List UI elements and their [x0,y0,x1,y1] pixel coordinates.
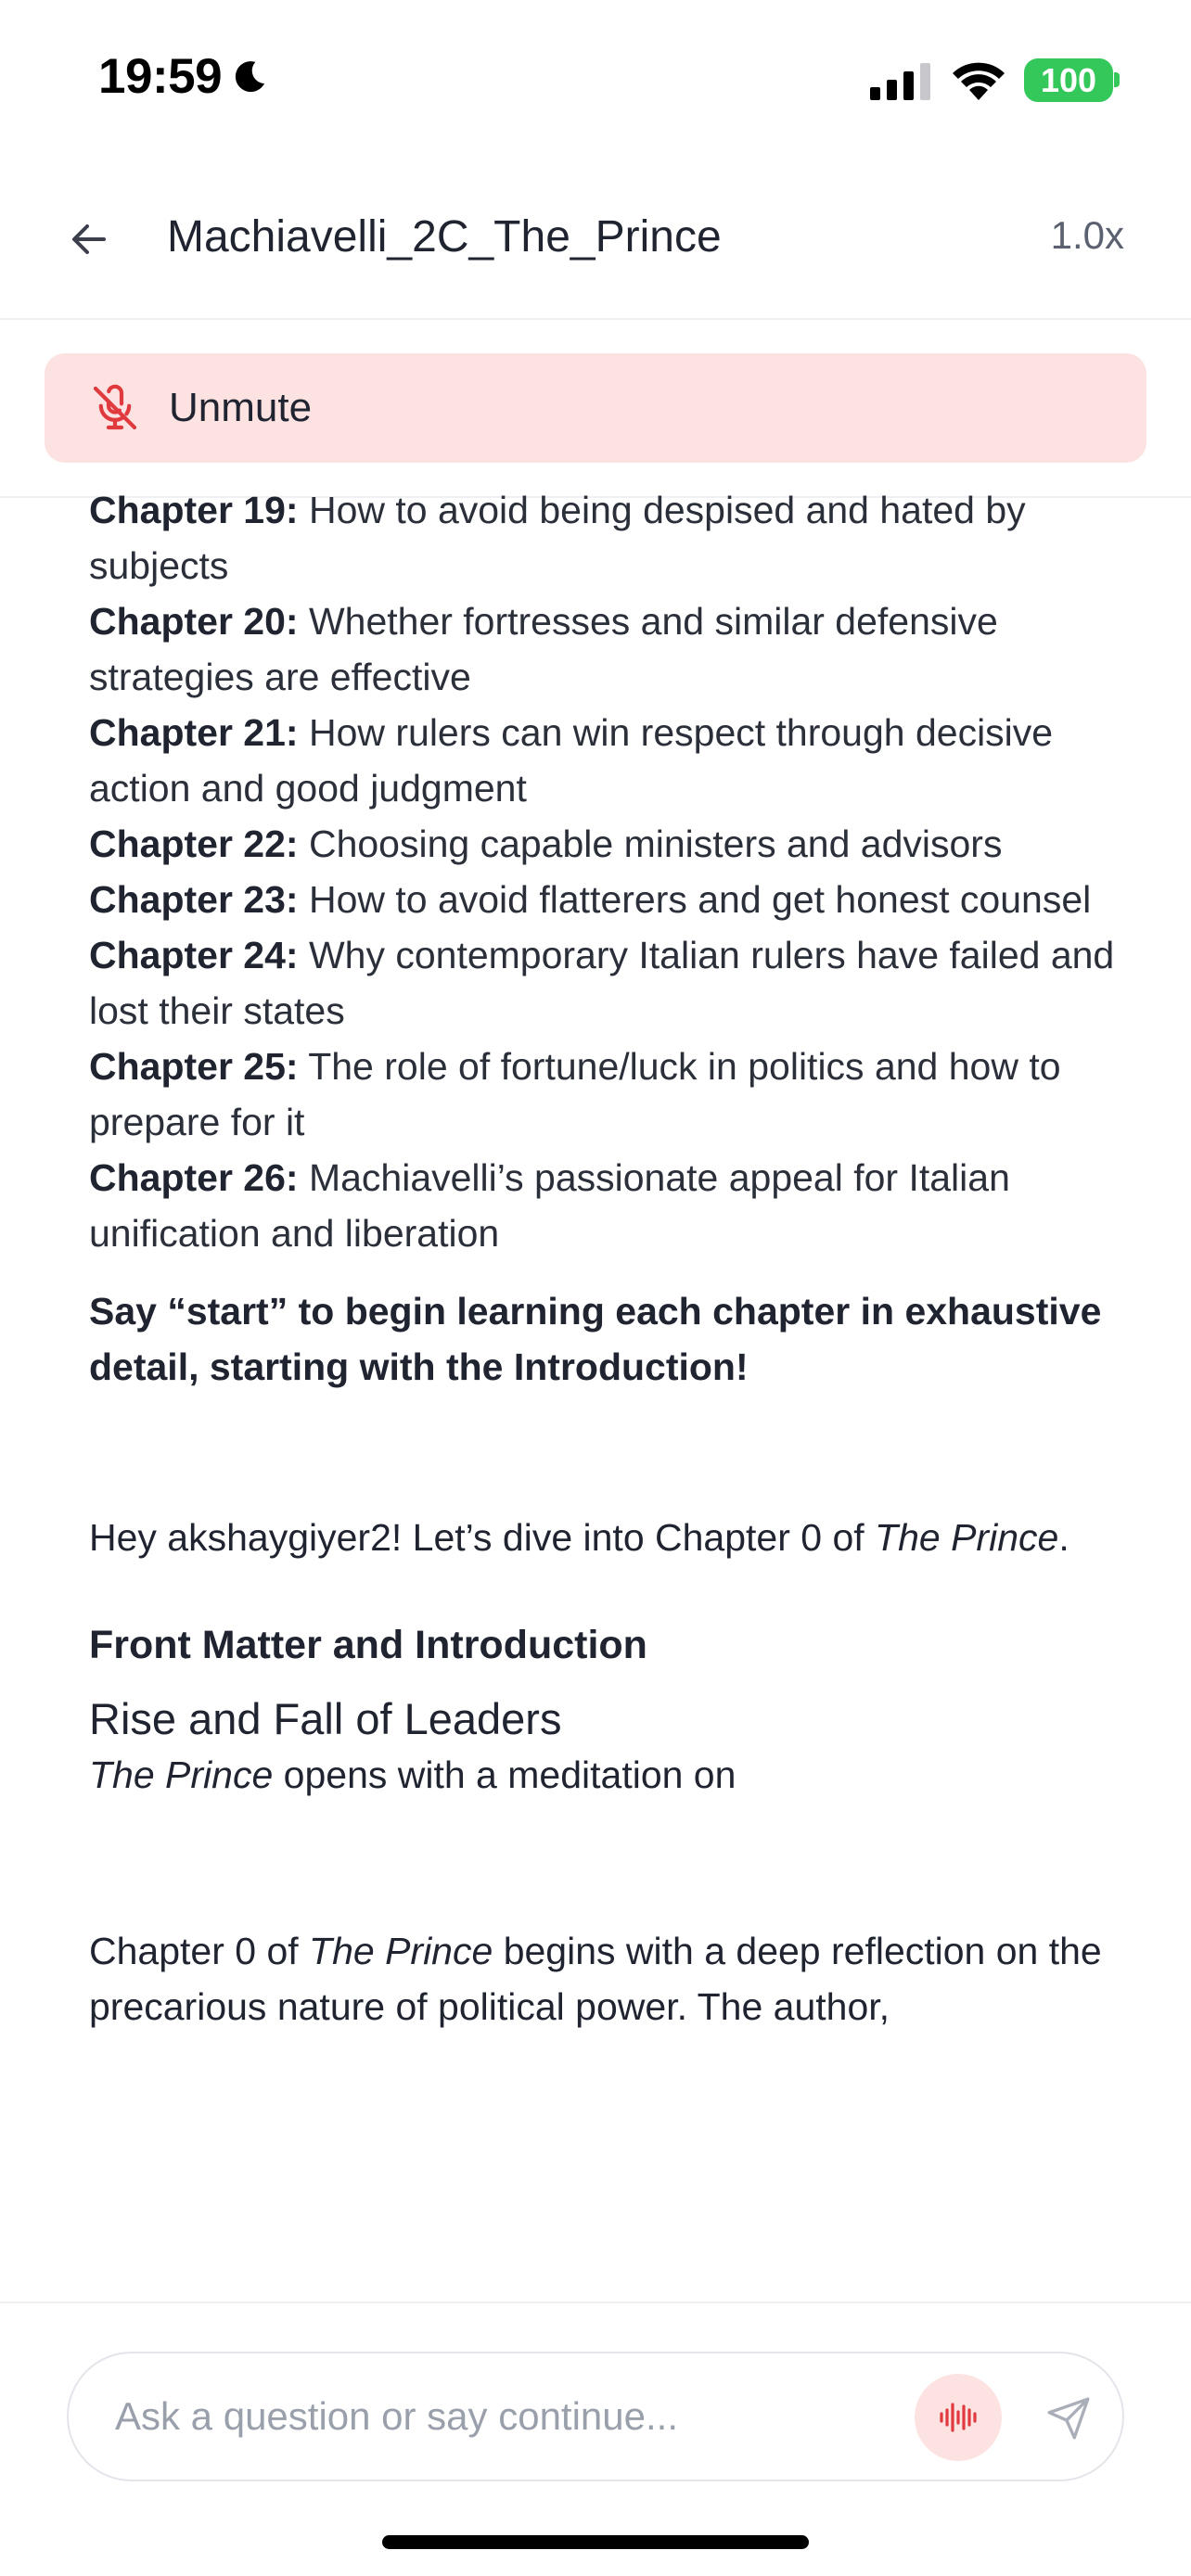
chapter-item [89,705,1119,816]
home-indicator[interactable] [382,2535,809,2549]
question-input[interactable] [115,2387,876,2446]
intro-text: opens with a meditation on [273,1753,736,1796]
chapter-item [89,1150,1119,1261]
status-bar [0,0,1191,158]
chapter-label: Chapter 26: [89,1156,299,1199]
voice-input-button[interactable] [915,2374,1002,2461]
send-button[interactable] [1031,2381,1106,2455]
unmute-button[interactable] [45,353,1146,463]
subheading: Rise and Fall of Leaders [89,1694,562,1743]
greeting-after: . [1058,1516,1069,1559]
chapter-item [89,816,1119,872]
audio-waveform-icon [936,2395,980,2440]
book-title: The Prince [309,1930,493,1972]
moon-icon [229,57,270,97]
battery-tip [1114,72,1120,87]
mic-off-icon [89,382,141,434]
chapter-text: How to avoid being despised and hated by subjects [89,489,1026,587]
chapter-text: How rulers can win respect through decisive action and good judgment [89,711,1054,810]
chapter-label: Chapter 25: [89,1045,299,1088]
send-icon [1045,2395,1092,2442]
section-heading: Front Matter and Introduction [89,1623,647,1667]
chapter-label: Chapter 19: [89,489,299,531]
cellular-signal-icon [870,63,933,100]
arrow-left-icon [67,217,111,261]
chapter-text: Machiavelli’s passionate appeal for Italian unification and liberation [89,1156,1010,1255]
chapter-text: Choosing capable ministers and advisors [298,823,1003,865]
start-prompt: Say “start” to begin learning each chapter in exhaustive detail, starting with the Introduction! [89,1290,1102,1388]
chapter-label: Chapter 23: [89,878,299,921]
chapter-item [89,927,1119,1039]
page-title: Machiavelli_2C_The_Prince [167,212,722,261]
chapter-item [89,1039,1119,1150]
chapter-text: The role of fortune/luck in politics and how to prepare for it [89,1045,1061,1143]
chapter-label: Chapter 22: [89,823,299,865]
paragraph-after: begins with a deep reflection on the precarious nature of political power. The author, [89,1930,1102,2028]
chapter-label: Chapter 21: [89,711,299,754]
composer [67,2352,1124,2481]
battery-indicator [1024,58,1113,102]
banner-container [0,320,1191,498]
unmute-label: Unmute [169,385,313,430]
paragraph [89,1923,1119,2034]
paragraph-before: Chapter 0 of [89,1930,310,1972]
greeting-before: Hey akshaygiyer2! Let’s dive into Chapter 0 of [89,1516,876,1559]
battery-level: 100 [1040,60,1097,99]
chapter-item [89,482,1119,593]
book-title: The Prince [89,1753,274,1796]
status-time [98,48,270,105]
wifi-icon [952,58,1005,100]
back-button[interactable] [59,210,119,269]
chapter-label: Chapter 24: [89,934,299,976]
chapter-item [89,593,1119,705]
chapter-text: Whether fortresses and similar defensive strategies are effective [89,600,998,698]
header [0,176,1191,320]
book-title: The Prince [875,1516,1059,1559]
status-time-text: 19:59 [98,49,223,104]
greeting-text [89,1510,1119,1565]
chapter-text: How to avoid flatterers and get honest counsel [298,878,1092,921]
chapter-text: Why contemporary Italian rulers have failed and lost their states [89,934,1115,1032]
message-content [89,482,1119,2034]
chapter-item [89,872,1119,927]
intro-line [89,1747,1119,1803]
chapter-label: Chapter 20: [89,600,299,643]
playback-speed-button[interactable]: 1.0x [1050,213,1124,257]
